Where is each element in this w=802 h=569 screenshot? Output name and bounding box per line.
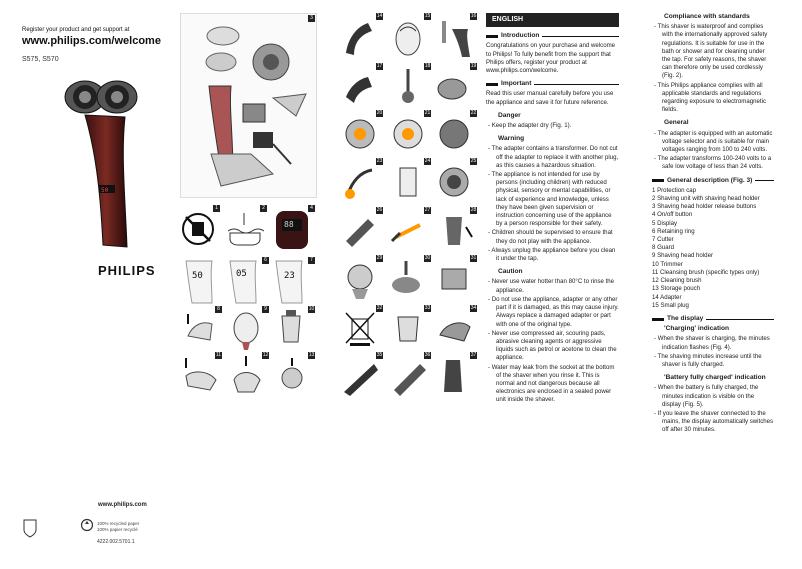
fig-number: 21 xyxy=(424,110,431,116)
figure-28 xyxy=(432,207,477,253)
fig-number: 22 xyxy=(470,110,477,116)
parts-list-item: 6 Retaining ring xyxy=(652,227,695,235)
figure-1-adapter-dry xyxy=(180,205,220,253)
danger-item: - Keep the adapter dry (Fig. 1). xyxy=(488,122,572,130)
figure-33 xyxy=(386,305,431,350)
fig-number: 19 xyxy=(470,63,477,69)
fig-number: 11 xyxy=(215,352,222,358)
document-code: 4222.002.5701.1 xyxy=(97,539,135,545)
parts-list-item: 4 On/off button xyxy=(652,211,693,219)
parts-list-item: 13 Storage pouch xyxy=(652,285,701,293)
fig-number: 6 xyxy=(262,257,269,264)
introduction-heading: Introduction xyxy=(486,32,619,40)
figure-17 xyxy=(338,63,383,109)
parts-list-item: 15 Small plug xyxy=(652,301,689,309)
general-description-heading: General description (Fig. 3) xyxy=(652,177,774,185)
cover-website[interactable]: www.philips.com xyxy=(98,502,147,508)
introduction-text: Congratulations on your purchase and welcome to Philips! To fully benefit from the support that Philips offers, register your product at www.philips.com/welcome. xyxy=(486,42,616,75)
figure-5-display xyxy=(180,257,222,305)
fig-number: 12 xyxy=(262,352,269,358)
parts-list-item: 1 Protection cap xyxy=(652,186,697,194)
important-heading: Important xyxy=(486,80,619,88)
figure-37 xyxy=(432,352,477,400)
text-column-2 xyxy=(652,13,774,436)
fig-number: 32 xyxy=(376,305,383,311)
fig-number: 34 xyxy=(470,305,477,311)
caution-item: - Never use compressed air, scouring pads, abrasive cleaning agents or aggressive liquids such as petrol or acetone to clean the appliance. xyxy=(488,329,617,362)
fig-number: 7 xyxy=(308,257,315,264)
display-readout: 05 xyxy=(236,269,247,279)
fig-number: 29 xyxy=(376,255,383,261)
important-text: Read this user manual carefully before you use the appliance and save it for future reference. xyxy=(486,90,614,106)
fig-number: 3 xyxy=(308,15,315,22)
fig-number: 14 xyxy=(376,13,383,19)
parts-list-item: 9 Shaving head holder xyxy=(652,252,713,260)
figure-21 xyxy=(386,110,431,156)
figure-20 xyxy=(338,110,383,156)
fig-number: 36 xyxy=(424,352,431,358)
charging-item: - The shaving minutes increase until the shaver is fully charged. xyxy=(654,352,762,368)
figure-13 xyxy=(270,352,315,397)
fig-number: 35 xyxy=(376,352,383,358)
figure-2-bath xyxy=(222,205,267,253)
figure-4-charging-display xyxy=(270,205,315,253)
figure-35 xyxy=(338,352,383,400)
fig-number: 31 xyxy=(470,255,477,261)
philips-shield-icon xyxy=(22,518,38,543)
charging-item: - When the shaver is charging, the minutes indication flashes (Fig. 4). xyxy=(654,335,770,351)
parts-list-item: 11 Cleansing brush (specific types only) xyxy=(652,268,760,276)
fig-number: 28 xyxy=(470,207,477,213)
figure-27 xyxy=(386,207,431,253)
warning-item: - The adapter contains a transformer. Do not cut off the adapter to replace it with another plug, as this causes a hazardous situation. xyxy=(488,145,619,169)
caution-item: - Never use water hotter than 80°C to rinse the appliance. xyxy=(488,278,615,294)
parts-list-item: 7 Cutter xyxy=(652,236,674,244)
figure-3-parts xyxy=(180,13,317,198)
cover-models: S575, S570 xyxy=(22,56,59,63)
fig-number: 9 xyxy=(262,306,269,313)
fully-charged-heading: 'Battery fully charged' indication xyxy=(664,374,766,382)
fig-number: 13 xyxy=(308,352,315,358)
figure-7-display xyxy=(270,257,315,305)
parts-list-item: 8 Guard xyxy=(652,244,675,252)
danger-heading: Danger xyxy=(498,111,521,119)
svg-text:50: 50 xyxy=(101,187,109,194)
warning-heading: Warning xyxy=(498,135,525,143)
figure-32-recycle-bin xyxy=(338,305,383,350)
display-readout: 88 xyxy=(284,220,294,229)
fig-number: 25 xyxy=(470,158,477,164)
fig-number: 26 xyxy=(376,207,383,213)
figure-36 xyxy=(386,352,431,400)
figure-23 xyxy=(338,158,383,204)
figure-31 xyxy=(432,255,477,303)
display-readout: 23 xyxy=(284,271,295,281)
figure-8 xyxy=(180,306,222,351)
fig-number: 20 xyxy=(376,110,383,116)
figure-30 xyxy=(386,255,431,303)
warning-item: - The appliance is not intended for use by persons (including children) with reduced physical, sensory or mental capabilities, or lack of experience and knowledge, unless they have been given supervision or instruction concerning use of the appliance by a person responsible for their safety. xyxy=(488,171,612,228)
figure-22 xyxy=(432,110,477,156)
text-column-1 xyxy=(486,13,619,406)
fig-number: 10 xyxy=(308,306,315,312)
figure-12 xyxy=(224,352,269,397)
fully-charged-item: - When the battery is fully charged, the minutes indication is visible on the display (Fig. 5). xyxy=(654,384,759,408)
fig-number: 27 xyxy=(424,207,431,213)
language-header: ENGLISH xyxy=(486,13,619,27)
compliance-item: - This Philips appliance complies with all applicable standards and regulations regarding exposure to electromagnetic fields. xyxy=(654,81,766,114)
figure-16 xyxy=(432,13,477,61)
figure-29 xyxy=(338,255,383,303)
caution-item: - Water may leak from the socket at the bottom of the shaver when you rinse it. This is normal and not dangerous because all electronics are enclosed in a sealed power unit inside the shaver. xyxy=(488,363,615,404)
warning-item: - Children should be supervised to ensure that they do not play with the appliance. xyxy=(488,229,613,245)
charging-heading: 'Charging' indication xyxy=(664,325,730,333)
figure-15 xyxy=(386,13,431,61)
fig-number: 8 xyxy=(215,306,222,313)
fig-number: 17 xyxy=(376,63,383,69)
fig-number: 30 xyxy=(424,255,431,261)
compliance-heading: Compliance with standards xyxy=(664,13,750,20)
figure-14 xyxy=(338,13,383,61)
figure-6-display xyxy=(224,257,269,305)
parts-list-item: 12 Cleaning brush xyxy=(652,277,702,285)
fig-number: 37 xyxy=(470,352,477,358)
fig-number: 15 xyxy=(424,13,431,19)
parts-list-item: 10 Trimmer xyxy=(652,260,683,268)
figure-19 xyxy=(432,63,477,109)
recycle-icon xyxy=(80,518,94,537)
figure-10 xyxy=(270,306,315,351)
figure-11 xyxy=(180,352,222,397)
fig-number: 24 xyxy=(424,158,431,164)
fig-number: 18 xyxy=(424,63,431,69)
fig-number: 4 xyxy=(308,205,315,212)
fully-charged-item: - If you leave the shaver connected to the mains, the display automatically switches off after 30 minutes. xyxy=(654,409,774,434)
shaver-product-image xyxy=(55,75,165,260)
parts-list-item: 3 Shaving head holder release buttons xyxy=(652,203,757,211)
caution-heading: Caution xyxy=(498,268,523,276)
parts-list-item: 2 Shaving unit with shaving head holder xyxy=(652,195,760,203)
parts-list-item: 5 Display xyxy=(652,219,678,227)
fig-number: 2 xyxy=(260,205,267,212)
parts-list-item: 14 Adapter xyxy=(652,293,682,301)
display-readout: 50 xyxy=(192,271,203,281)
brand-logo: PHILIPS xyxy=(98,263,156,278)
figure-34 xyxy=(432,305,477,350)
fig-number: 1 xyxy=(213,205,220,212)
figure-9 xyxy=(224,306,269,351)
display-heading: The display xyxy=(652,315,774,323)
general-item: - The adapter is equipped with an automatic voltage selector and is suitable for main voltages ranging from 100 to 240 volts. xyxy=(654,129,773,154)
cover-url[interactable]: www.philips.com/welcome xyxy=(22,35,161,47)
general-item: - The adapter transforms 100-240 volts to a safe low voltage of less than 24 volts. xyxy=(654,155,772,171)
fig-number: 16 xyxy=(470,13,477,19)
fig-number: 23 xyxy=(376,158,383,164)
figure-25 xyxy=(432,158,477,204)
parts-list xyxy=(652,187,774,310)
figure-18 xyxy=(386,63,431,109)
figure-26 xyxy=(338,207,383,253)
recycle-text: 100% recycled paper 100% papier recyclé xyxy=(97,521,140,532)
general-heading: General xyxy=(664,119,689,127)
warning-item: - Always unplug the appliance before you clean it under the tap. xyxy=(488,246,616,263)
fig-number: 33 xyxy=(424,305,431,311)
cover-register-text: Register your product and get support at xyxy=(22,27,130,33)
figure-24 xyxy=(386,158,431,204)
caution-item: - Do not use the appliance, adapter or any other part if it is damaged, as this may cause injury. Always replace a damaged adapter or part with one of the original type. xyxy=(488,295,619,328)
compliance-item: - This shaver is waterproof and complies with the internationally approved safety regulations. It is suitable for use in the bath or shower and for cleaning under the tap. For safety reasons, the shaver can therefore only be used cordlessly (Fig. 2). xyxy=(654,23,768,80)
